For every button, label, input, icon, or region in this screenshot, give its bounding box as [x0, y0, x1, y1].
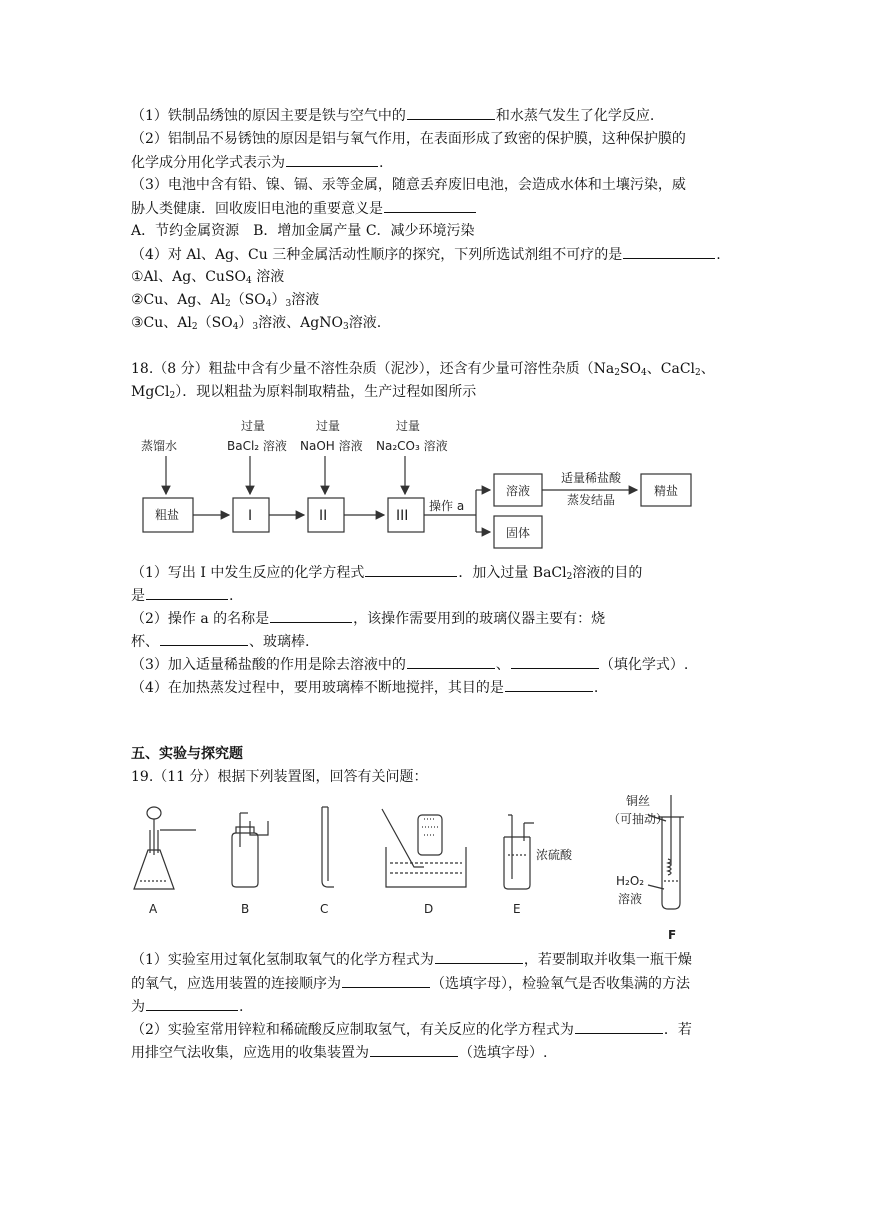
label-naoh: NaOH 溶液: [300, 439, 363, 453]
label-water: 蒸馏水: [141, 439, 178, 453]
q18-p2-line1: （2）操作 a 的名称是 ，该操作需要用到的玻璃仪器主要有：烧: [131, 608, 605, 629]
label-solid: 固体: [506, 526, 531, 540]
answer-blank[interactable]: [160, 631, 248, 646]
label-fine-salt: 精盐: [654, 484, 679, 498]
answer-blank[interactable]: [623, 244, 715, 259]
q19-p1-line3: 为 .: [131, 996, 243, 1017]
q19-intro: 19.（11 分）根据下列装置图，回答有关问题：: [131, 769, 428, 785]
label-step-3: III: [396, 508, 409, 524]
label-step-1: I: [248, 508, 253, 524]
q17-p2-line1: （2）铝制品不易锈蚀的原因是铝与氧气作用，在表面形成了致密的保护膜，这种保护膜的: [131, 131, 686, 147]
q17-p1: （1）铁制品绣蚀的原因主要是铁与空气中的 和水蒸气发生了化学反应.: [131, 105, 654, 126]
label-f: F: [668, 928, 677, 942]
answer-blank[interactable]: [286, 152, 378, 167]
label-copper-wire: 铜丝: [626, 795, 651, 808]
label-crude-salt: 粗盐: [155, 508, 180, 522]
label-evaporate: 蒸发结晶: [567, 493, 616, 507]
apparatus-b: [232, 813, 268, 887]
q17-p3-line1: （3）电池中含有铅、镍、镉、汞等金属，随意丢弃废旧电池，会造成水体和土壤污染，威: [131, 177, 686, 193]
label-d: D: [424, 902, 434, 916]
process-flow-diagram: [133, 412, 733, 557]
label-solution: 溶液: [618, 892, 643, 906]
label-excess-2: 过量: [316, 419, 341, 433]
q17-options: A．节约金属资源 B．增加金属产量 C．减少环境污染: [131, 223, 475, 239]
apparatus-d: [382, 809, 466, 887]
q17-p4: （4）对 Al、Ag、Cu 三种金属活动性顺序的探究，下列所选试剂组不可疗的是 .: [131, 244, 721, 265]
apparatus-c: [322, 807, 334, 887]
answer-blank[interactable]: [407, 105, 495, 120]
q18-intro-line2: MgCl$_2$）．现以粗盐为原料制取精盐，生产过程如图所示: [131, 384, 477, 401]
answer-blank[interactable]: [146, 585, 228, 600]
answer-blank[interactable]: [407, 654, 495, 669]
answer-blank[interactable]: [511, 654, 599, 669]
q18-p4: （4）在加热蒸发过程中，要用玻璃棒不断地搅拌，其目的是 .: [131, 677, 598, 698]
q18-p1-line2: 是 .: [131, 585, 233, 606]
label-excess-3: 过量: [396, 419, 421, 433]
label-bacl2: BaCl₂ 溶液: [227, 439, 287, 453]
q18-intro-line1: 18.（8 分）粗盐中含有少量不溶性杂质（泥沙），还含有少量可溶性杂质（$Na_2SO_4$、CaCl$_2$、: [131, 361, 715, 378]
q19-p2-line2: 用排空气法收集，应选用的收集装置为 （选填字母）.: [131, 1042, 547, 1063]
label-a: A: [149, 902, 158, 916]
q17-option-2: ②Cu、Ag、$Al_2(SO_4)_3$溶液: [131, 292, 320, 309]
q19-p2-line1: （2）实验室常用锌粒和稀硫酸反应制取氢气，有关反应的化学方程式为 ．若: [131, 1019, 692, 1040]
answer-blank[interactable]: [146, 996, 238, 1011]
answer-blank[interactable]: [505, 677, 593, 692]
section-heading: 五、实验与探究题: [131, 746, 243, 762]
label-step-2: II: [319, 508, 328, 524]
q19-p1-line1: （1）实验室用过氧化氢制取氧气的化学方程式为 ，若要制取并收集一瓶干燥: [131, 949, 692, 970]
apparatus-a: [134, 807, 196, 889]
q17-p2-line2: 化学成分用化学式表示为 .: [131, 152, 383, 173]
answer-blank[interactable]: [342, 973, 430, 988]
label-acid: 适量稀盐酸: [561, 471, 622, 485]
label-retractable: （可抽动）: [608, 812, 669, 826]
label-h2o2: H₂O₂: [616, 874, 645, 888]
q17-p3-line2: 胁人类健康．回收废旧电池的重要意义是: [131, 198, 477, 219]
label-e: E: [513, 902, 521, 916]
q18-p3: （3）加入适量稀盐酸的作用是除去溶液中的 、 （填化学式）.: [131, 654, 688, 675]
label-b: B: [241, 902, 250, 916]
label-solution: 溶液: [506, 484, 531, 498]
answer-blank[interactable]: [370, 1042, 458, 1057]
q17-option-1: ①Al、Ag、CuSO$_4$ 溶液: [131, 269, 285, 286]
answer-blank[interactable]: [365, 562, 457, 577]
q18-p2-line2: 杯、 、玻璃棒.: [131, 631, 309, 652]
answer-blank[interactable]: [384, 198, 476, 213]
label-na2co3: Na₂CO₃ 溶液: [376, 439, 448, 453]
label-conc-sulfuric-acid: 浓硫酸: [536, 848, 573, 862]
label-c: C: [320, 902, 329, 916]
apparatus-figure: [128, 795, 728, 945]
label-operation-a: 操作 a: [429, 499, 465, 513]
label-excess-1: 过量: [241, 419, 266, 433]
answer-blank[interactable]: [575, 1019, 663, 1034]
q18-p1-line1: （1）写出 I 中发生反应的化学方程式 ．加入过量 BaCl$_2$溶液的目的: [131, 562, 642, 587]
apparatus-e: [504, 815, 534, 889]
q19-p1-line2: 的氧气，应选用装置的连接顺序为 （选填字母），检验氧气是否收集满的方法: [131, 973, 690, 994]
answer-blank[interactable]: [435, 949, 523, 964]
answer-blank[interactable]: [270, 608, 352, 623]
q17-option-3: ③Cu、$Al_2(SO_4)_3$溶液、AgNO$_3$溶液.: [131, 315, 382, 332]
